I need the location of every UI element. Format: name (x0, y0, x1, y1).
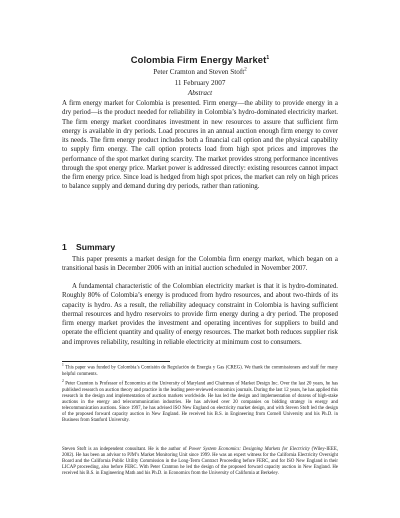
paper-authors (0, 68, 400, 76)
paper-date: 11 February 2007 (174, 79, 226, 87)
title-text: Colombia Firm Energy Market (130, 54, 267, 65)
footnote (62, 381, 338, 424)
footnote (62, 365, 338, 378)
section-number: 1 (62, 242, 67, 252)
footnote-text: Peter Cramton is Professor of Economics at the University of Maryland and Chairman of Market Design Inc. Over the last 20 years, he has published research on auction theory and practice in the leading peer-reviewed economics journals. During the last 12 years, he has applied this research in the design and implementation of auction markets worldwide. He has led the design and implementation of dozens of high-stake auctions in the energy and telecommunication industries. He has advised over 20 companies on bidding strategy in energy and telecommunication auctions. Since 1997, he has advised ISO New England on electricity market design, and with Steven Stoft led the design of the proposed forward capacity auction in New England. He received his B.S. in Engineering from Cornell University and his Ph.D. in Business from Stanford University. (62, 381, 339, 423)
footnote-marker: 2 (62, 379, 64, 383)
section-heading (62, 242, 342, 252)
section-title: Summary (76, 242, 116, 252)
footnote-marker: 1 (62, 363, 64, 367)
body-paragraph: This paper presents a market design for the Colombia firm energy market, which began on a transitional basis in December 2006 with an initial auction scheduled in November 2007. (62, 256, 338, 273)
footnote-text: Steven Stoft is an independent consultant. He is the author of (62, 447, 189, 452)
footnote-text: (Wiley-IEEE, 2002). He has been an advisor to PJM’s Market Monitoring Unit since 1999. He was an expert witness for the California Electricity Oversight Board and the California Public Utility Commission in the Long-Term Contract Proceeding before FERC, and for ISO New England in their LICAP proceeding, also before FERC. With Peter Cramton he led the design of the proposed forward capacity auction in New England. He received his B.S. in Engineering Math and his Ph.D. in Economics from the University of California at Berkeley. (62, 447, 338, 477)
authors-footnote-marker: 2 (244, 67, 247, 73)
title-footnote-marker: 1 (266, 54, 270, 61)
abstract-text: A firm energy market for Colombia is presented. Firm energy—the ability to provide energy in a dry period—is the product needed for reliability in Colombia’s hydro-dominated electricity market. The firm energy market coordinates investment in new resources to assure that sufficient firm energy is available in dry periods. Load procures in an annual auction enough firm energy to cover its needs. The firm energy product includes both a financial call option and the physical capability to supply firm energy. The call option protects load from high spot prices and improves the performance of the spot market during scarcity. The market provides strong performance incentives through the spot energy price. Market power is addressed directly: existing resources cannot impact the firm energy price. Since load is hedged from high spot prices, the market can rely on high prices to balance supply and demand during dry periods, rather than rationing. (62, 100, 338, 191)
paper-title (0, 54, 400, 65)
book-title: Power System Economics: Designing Markets for Electricity (188, 447, 310, 452)
authors-text: Peter Cramton and Steven Stoft (153, 68, 245, 76)
abstract-heading: Abstract (187, 89, 213, 97)
body-paragraph: A fundamental characteristic of the Colombian electricity market is that it is hydro-dominated. Roughly 80% of Colombia’s energy is produced from hydro resources, and about two-thirds of its capacity is hydro. As a result, the reliability adequacy constraint in Colombia is having sufficient thermal resources and hydro reservoirs to provide firm energy during a dry period. The proposed firm energy market provides the investment and operating incentives for suppliers to build and operate the efficient quantity and quality of energy resources. The market both reduces supplier risk and improves reliability, resulting in reliable electricity at minimum cost to consumers. (62, 283, 338, 346)
footnote-continuation (62, 447, 338, 477)
footnote-text: This paper was funded by Colombia’s Comisión de Regulación de Energía y Gas (CREG). We thank the commissioners and staff for many helpful comments. (62, 365, 338, 377)
footnote-separator (62, 361, 170, 362)
